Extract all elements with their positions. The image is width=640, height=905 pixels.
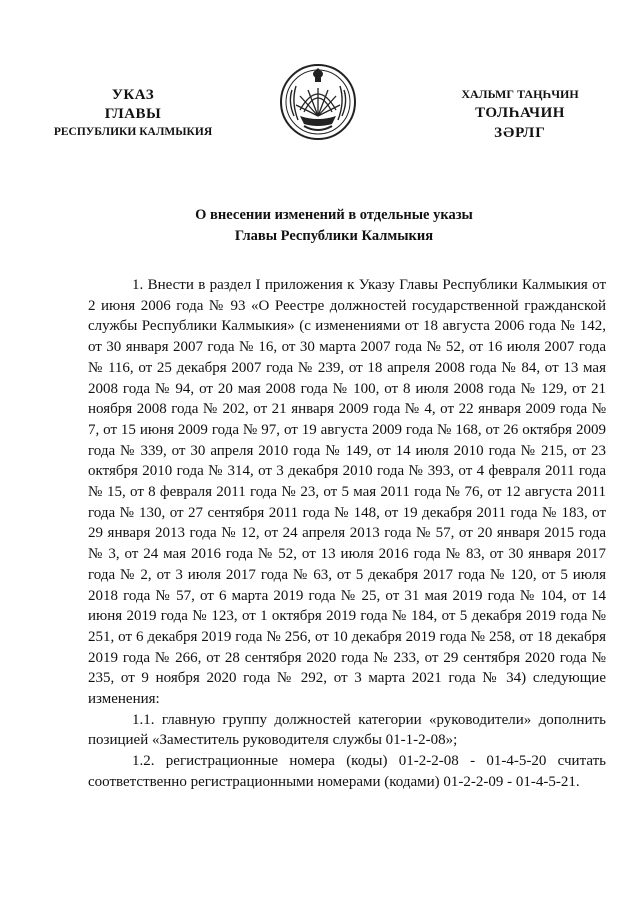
paragraph-1-2: 1.2. регистрационные номера (коды) 01-2-2-08 - 01-4-5-20 считать соответственно регистрационными номерами (кодами) 01-2-2-09 - 01-4-5-21. xyxy=(88,753,606,790)
header-left-head: ГЛАВЫ xyxy=(104,106,162,122)
paragraph-1-1: 1.1. главную группу должностей категории «руководители» дополнить позицией «Заместитель руководителя службы 01-1-2-08»; xyxy=(88,711,606,749)
document-title xyxy=(60,205,608,247)
coat-of-arms-icon xyxy=(278,62,358,142)
header-right-line3: ЗӘРЛГ xyxy=(494,125,546,141)
header-right xyxy=(420,86,620,143)
header-left-republic: РЕСПУБЛИКИ КАЛМЫКИЯ xyxy=(53,126,213,138)
paragraph-1: 1. Внести в раздел I приложения к Указу Главы Республики Калмыкия от 2 июня 2006 года № 93 «О Реестре должностей государственной гражданской службы Республики Калмыкия» (с изменениями от 18 августа 2006 года № 142, от 30 января 2007 года № 16, от 30 марта 2007 года № 52, от 16 июля 2007 года № 116, от 25 декабря 2007 года № 239, от 18 апреля 2008 года № 84, от 13 мая 2008 года № 94, от 20 мая 2008 года № 100, от 8 июля 2008 года № 129, от 21 ноября 2008 года № 202, от 21 января 2009 года № 4, от 22 января 2009 года № 7, от 15 июня 2009 года № 97, от 19 августа 2009 года № 168, от 26 октября 2009 года № 339, от 30 апреля 2010 года № 149, от 14 июля 2010 года № 215, от 23 октября 2010 года № 314, от 3 декабря 2010 года № 393, от 4 февраля 2011 года № 15, от 8 февраля 2011 года № 23, от 5 мая 2011 года № 76, от 12 августа 2011 года № 130, от 27 сентября 2011 года № 148, от 19 декабря 2011 года № 183, от 29 января 2013 года № 12, от 24 апреля 2013 года № 57, от 20 января 2015 года № 3, от 24 мая 2016 года № 52, от 13 июля 2016 года № 83, от 30 января 2017 года № 2, от 3 июля 2017 года № 63, от 5 декабря 2017 года № 120, от 5 июля 2018 года № 57, от 6 марта 2019 года № 25, от 31 мая 2019 года № 104, от 14 июня 2019 года № 123, от 1 октября 2019 года № 184, от 5 декабря 2019 года № 251, от 6 декабря 2019 года № 256, от 10 декабря 2019 года № 258, от 18 декабря 2019 года № 266, от 28 сентября 2020 года № 233, от 29 сентября 2020 года № 235, от 9 ноября 2020 года № 292, от 3 марта 2021 года № 34) следующие изменения: xyxy=(88,277,606,708)
header-left xyxy=(18,86,248,140)
header-right-line1: ХАЛЬМГ ТАҢҺЧИН xyxy=(461,87,579,101)
header-left-decree: УКАЗ xyxy=(111,87,155,103)
title-line2: Главы Республики Калмыкия xyxy=(234,228,434,244)
document-body xyxy=(88,275,606,793)
header-right-line2: ТОЛҺАЧИН xyxy=(475,105,565,121)
title-line1: О внесении изменений в отдельные указы xyxy=(195,207,473,223)
